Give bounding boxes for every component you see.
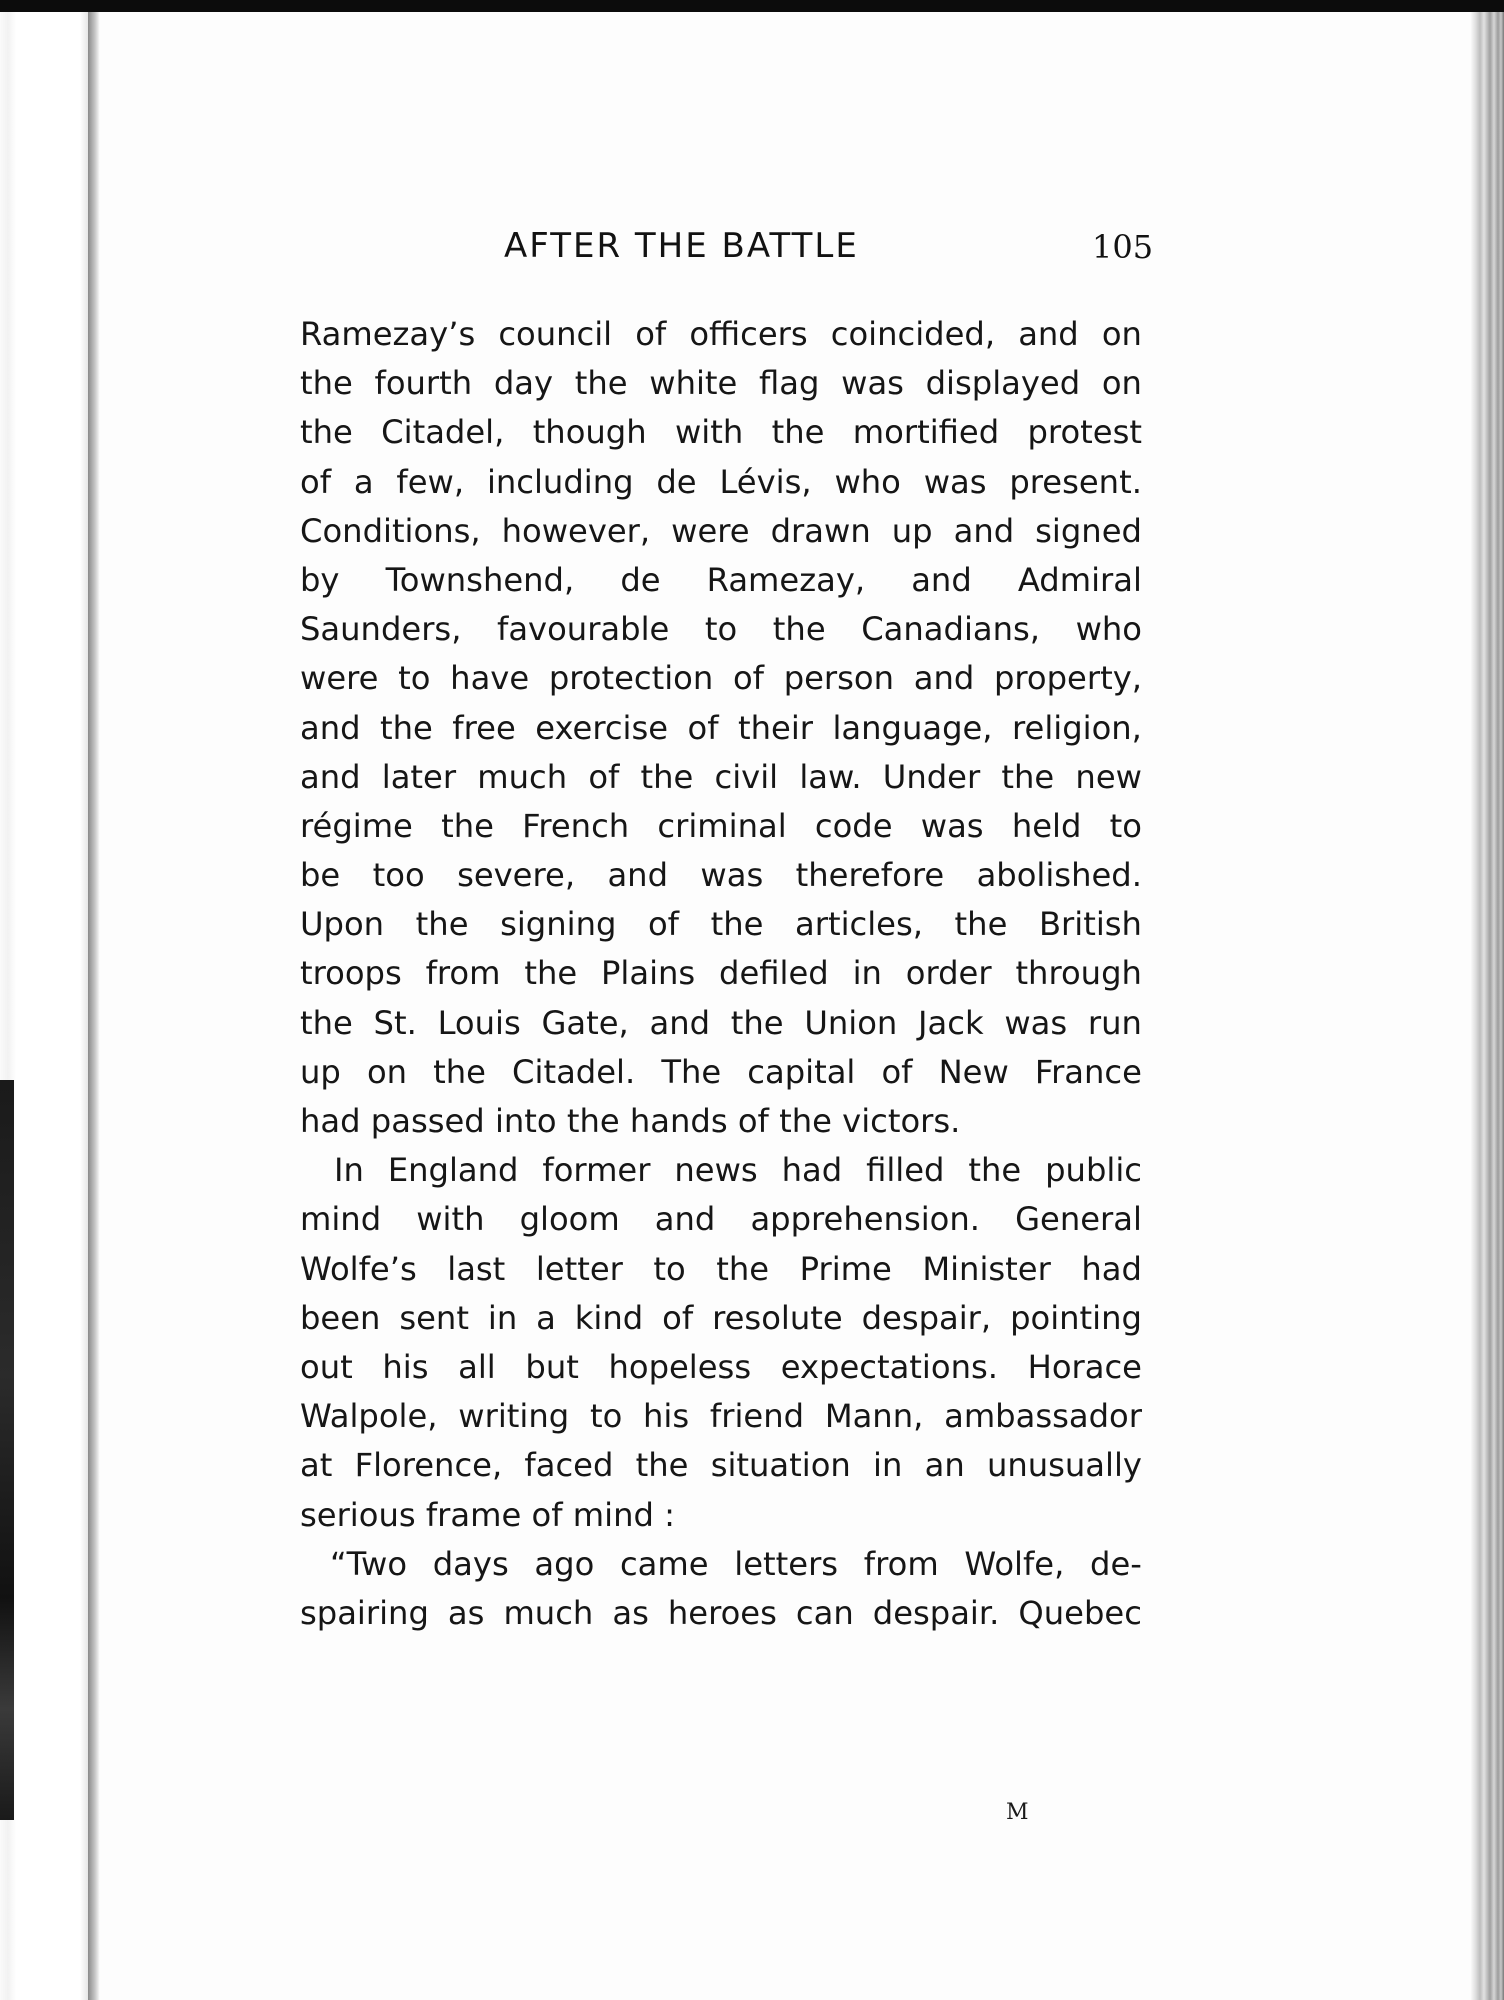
- word: de-: [1090, 1544, 1142, 1583]
- word: Quebec: [1018, 1593, 1142, 1632]
- word: the: [380, 708, 433, 747]
- word: friend: [709, 1397, 805, 1436]
- word: on: [1101, 364, 1142, 403]
- word: a: [353, 462, 374, 501]
- word: much: [477, 757, 568, 796]
- word: have: [450, 659, 530, 698]
- word: in: [852, 954, 882, 993]
- text-line: [300, 999, 1142, 1048]
- word: to: [704, 610, 738, 649]
- word: The: [661, 1052, 722, 1091]
- word: a: [536, 1298, 556, 1337]
- word: New: [938, 1052, 1009, 1091]
- word: the: [710, 905, 764, 944]
- word: signing: [500, 905, 617, 944]
- word: was: [923, 462, 987, 501]
- word: to: [653, 1249, 686, 1288]
- signature-mark: M: [1006, 1800, 1029, 1825]
- word: Union: [804, 1003, 898, 1042]
- word: at: [300, 1446, 333, 1485]
- text-line: [300, 802, 1142, 851]
- word: can: [795, 1593, 854, 1632]
- text-line: [300, 1392, 1142, 1441]
- word: despair,: [861, 1298, 992, 1337]
- word: Plains: [601, 954, 696, 993]
- word: Ramezay’s: [300, 315, 476, 353]
- word: later: [381, 757, 457, 796]
- word: In: [334, 1151, 364, 1190]
- text-line: [300, 1294, 1142, 1343]
- paragraph-2-last-line: [300, 1491, 1142, 1540]
- word: code: [814, 806, 893, 845]
- word: Citadel.: [512, 1052, 636, 1091]
- word: of: [881, 1052, 913, 1091]
- text-line: [300, 1048, 1142, 1097]
- word: filled: [866, 1151, 945, 1190]
- word: was: [1004, 1003, 1068, 1042]
- word: white: [649, 364, 738, 403]
- word: the: [716, 1249, 770, 1288]
- word: of: [687, 708, 719, 747]
- word: Ramezay,: [706, 560, 866, 599]
- word: however,: [501, 511, 651, 550]
- word: much: [503, 1593, 594, 1632]
- text-line: [300, 900, 1142, 949]
- word: Canadians,: [861, 610, 1041, 649]
- word: spairing: [300, 1593, 429, 1632]
- text-line: [300, 1146, 1142, 1195]
- word: by: [300, 560, 340, 599]
- scan-top-border: [0, 0, 1504, 12]
- word: and: [913, 659, 975, 698]
- word: were: [671, 511, 750, 550]
- word: news: [674, 1151, 758, 1190]
- word: with: [416, 1200, 485, 1239]
- word: last: [447, 1249, 506, 1288]
- word: Minister: [922, 1249, 1051, 1288]
- word: out: [300, 1347, 353, 1386]
- word: British: [1038, 905, 1142, 944]
- word: of: [647, 905, 680, 944]
- paragraph-3: [300, 1540, 1142, 1638]
- word: and: [911, 560, 972, 599]
- word: writing: [458, 1397, 570, 1436]
- word: was: [700, 856, 764, 895]
- word: Horace: [1027, 1347, 1142, 1386]
- word: Lévis,: [719, 462, 812, 501]
- word: troops: [300, 954, 402, 993]
- word: criminal: [657, 806, 787, 845]
- text-line: [300, 310, 1142, 359]
- word: officers: [689, 315, 808, 353]
- word: held: [1011, 806, 1082, 845]
- word: Upon: [300, 905, 385, 944]
- paragraph-1-last-line: [300, 1097, 1142, 1146]
- word: the: [1001, 757, 1055, 796]
- word: who: [1075, 610, 1142, 649]
- word: Conditions,: [300, 511, 481, 550]
- word: drawn: [770, 511, 871, 550]
- page-stack-edge: [1470, 12, 1504, 2000]
- word: an: [924, 1446, 965, 1485]
- word: flag: [759, 364, 820, 403]
- word: civil: [714, 757, 779, 796]
- word: be: [300, 856, 341, 895]
- word: protest: [1027, 413, 1142, 452]
- word: been: [300, 1298, 381, 1337]
- word: Florence,: [354, 1446, 503, 1485]
- word: property,: [993, 659, 1142, 698]
- body-text: [300, 310, 1142, 1638]
- text-line: [300, 1540, 1142, 1589]
- word: Wolfe,: [964, 1544, 1065, 1583]
- word: Townshend,: [385, 560, 575, 599]
- word: and: [953, 511, 1015, 550]
- word: France: [1034, 1052, 1142, 1091]
- word: favourable: [497, 610, 670, 649]
- text-line: [300, 556, 1142, 605]
- word: letters: [734, 1544, 839, 1583]
- word: fourth: [374, 364, 473, 403]
- book-spine-shadow: [0, 1080, 14, 1820]
- text-line: [300, 851, 1142, 900]
- word: “Two: [330, 1544, 408, 1583]
- word: St.: [373, 1003, 417, 1042]
- word: exercise: [535, 708, 669, 747]
- word: person: [783, 659, 895, 698]
- text-line: [300, 359, 1142, 408]
- word: the: [300, 1003, 353, 1042]
- word: French: [522, 806, 630, 845]
- word: law.: [799, 757, 862, 796]
- word: his: [643, 1397, 690, 1436]
- word: Gate,: [541, 1003, 629, 1042]
- text-line: [300, 1245, 1142, 1294]
- word: the: [574, 364, 628, 403]
- word: and: [1018, 315, 1079, 353]
- word: to: [1109, 806, 1142, 845]
- word: though: [532, 413, 647, 452]
- word: present.: [1009, 462, 1142, 501]
- word: Walpole,: [300, 1397, 438, 1436]
- word: the: [635, 1446, 689, 1485]
- word: Mann,: [824, 1397, 924, 1436]
- word: religion,: [1012, 708, 1142, 747]
- paragraph-1: [300, 310, 1142, 1097]
- word: and: [300, 757, 361, 796]
- word: Wolfe’s: [300, 1249, 417, 1288]
- word: hopeless: [608, 1347, 752, 1386]
- page-number: 105: [1092, 228, 1154, 266]
- word: with: [674, 413, 744, 452]
- gutter-shadow: [88, 12, 100, 2000]
- word: through: [1015, 954, 1142, 993]
- word: and: [300, 708, 361, 747]
- word: from: [425, 954, 501, 993]
- text-line: [300, 1441, 1142, 1490]
- word: ambassador: [944, 1397, 1142, 1436]
- text-line: [300, 605, 1142, 654]
- word: of: [662, 1298, 694, 1337]
- word: the: [772, 610, 826, 649]
- text-line: [300, 1343, 1142, 1392]
- word: defiled: [719, 954, 829, 993]
- word: the: [730, 1003, 784, 1042]
- word: came: [619, 1544, 709, 1583]
- word: mortified: [852, 413, 1000, 452]
- word: day: [493, 364, 554, 403]
- word: Under: [882, 757, 981, 796]
- word: pointing: [1010, 1298, 1142, 1337]
- word: signed: [1035, 511, 1142, 550]
- text-line: serious frame of mind :: [300, 1495, 675, 1534]
- word: all: [458, 1347, 496, 1386]
- word: capital: [747, 1052, 856, 1091]
- paragraph-2: [300, 1146, 1142, 1490]
- word: Admiral: [1017, 560, 1142, 599]
- word: sent: [399, 1298, 469, 1337]
- word: and: [649, 1003, 711, 1042]
- word: order: [905, 954, 992, 993]
- text-line: had passed into the hands of the victors.: [300, 1102, 961, 1140]
- text-line: [300, 408, 1142, 457]
- word: situation: [710, 1446, 851, 1485]
- word: the: [300, 413, 353, 452]
- word: and: [607, 856, 669, 895]
- word: days: [432, 1544, 509, 1583]
- word: had: [1081, 1249, 1142, 1288]
- word: as: [612, 1593, 649, 1632]
- word: was: [841, 364, 904, 403]
- text-line: [300, 507, 1142, 556]
- word: were: [300, 659, 379, 698]
- word: abolished.: [976, 856, 1142, 895]
- word: council: [498, 315, 613, 353]
- word: free: [452, 708, 516, 747]
- word: up: [891, 511, 933, 550]
- word: in: [873, 1446, 903, 1485]
- word: the: [771, 413, 825, 452]
- word: General: [1015, 1200, 1142, 1239]
- word: their: [738, 708, 813, 747]
- word: few,: [396, 462, 465, 501]
- word: in: [487, 1298, 518, 1337]
- word: Louis: [437, 1003, 521, 1042]
- word: the: [968, 1151, 1022, 1190]
- word: Saunders,: [300, 610, 462, 649]
- word: faced: [524, 1446, 614, 1485]
- word: England: [387, 1151, 519, 1190]
- word: expectations.: [780, 1347, 998, 1386]
- word: unusually: [986, 1446, 1142, 1485]
- word: coincided,: [830, 315, 996, 353]
- text-line: [300, 654, 1142, 703]
- facing-page-edge: [0, 12, 96, 2000]
- word: kind: [574, 1298, 644, 1337]
- word: to: [589, 1397, 623, 1436]
- word: the: [300, 364, 353, 403]
- text-line: [300, 704, 1142, 753]
- word: but: [525, 1347, 579, 1386]
- word: of: [588, 757, 620, 796]
- word: the: [524, 954, 578, 993]
- word: on: [366, 1052, 408, 1091]
- word: régime: [300, 806, 413, 845]
- text-line: [300, 458, 1142, 507]
- word: public: [1045, 1151, 1142, 1190]
- word: including: [486, 462, 634, 501]
- text-line: [300, 1589, 1142, 1638]
- word: of: [732, 659, 764, 698]
- word: Jack: [918, 1003, 984, 1042]
- word: despair.: [872, 1593, 1000, 1632]
- word: to: [398, 659, 431, 698]
- word: was: [920, 806, 984, 845]
- word: new: [1075, 757, 1142, 796]
- word: Prime: [799, 1249, 892, 1288]
- word: the: [954, 905, 1008, 944]
- text-line: [300, 949, 1142, 998]
- word: from: [863, 1544, 939, 1583]
- word: severe,: [457, 856, 576, 895]
- word: his: [382, 1347, 429, 1386]
- word: resolute: [712, 1298, 843, 1337]
- word: former: [542, 1151, 651, 1190]
- word: displayed: [925, 364, 1081, 403]
- word: up: [300, 1052, 341, 1091]
- word: and: [654, 1200, 716, 1239]
- word: had: [781, 1151, 843, 1190]
- word: the: [640, 757, 694, 796]
- word: therefore: [795, 856, 945, 895]
- word: run: [1087, 1003, 1142, 1042]
- word: on: [1101, 315, 1142, 353]
- word: of: [635, 315, 667, 353]
- word: heroes: [667, 1593, 777, 1632]
- word: of: [300, 462, 332, 501]
- word: too: [372, 856, 425, 895]
- word: who: [834, 462, 901, 501]
- word: articles,: [795, 905, 923, 944]
- word: gloom: [519, 1200, 620, 1239]
- word: ago: [534, 1544, 595, 1583]
- word: de: [656, 462, 697, 501]
- word: letter: [535, 1249, 623, 1288]
- word: apprehension.: [750, 1200, 980, 1239]
- text-line: [300, 753, 1142, 802]
- word: mind: [300, 1200, 382, 1239]
- word: the: [433, 1052, 486, 1091]
- running-head: AFTER THE BATTLE: [504, 226, 859, 266]
- word: protection: [548, 659, 714, 698]
- text-line: [300, 1195, 1142, 1244]
- word: de: [620, 560, 661, 599]
- page-header: [300, 226, 1154, 286]
- word: Citadel,: [381, 413, 505, 452]
- word: as: [447, 1593, 485, 1632]
- word: the: [415, 905, 469, 944]
- word: the: [441, 806, 494, 845]
- word: language,: [832, 708, 993, 747]
